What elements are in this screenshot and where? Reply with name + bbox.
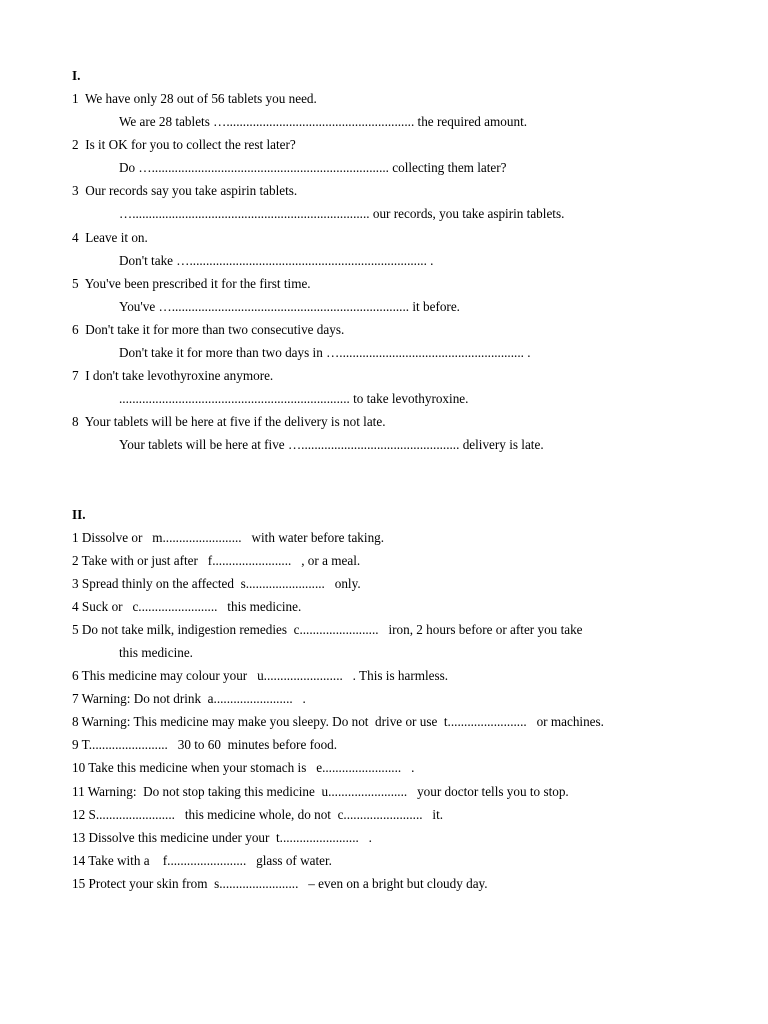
s1-item-3-answer: …........................................................................ our records, you take aspirin tablets.	[119, 206, 565, 221]
s1-item-4-prompt: 4 Leave it on.	[72, 230, 148, 245]
s1-item-1-prompt: 1 We have only 28 out of 56 tablets you need.	[72, 91, 317, 106]
s1-item-6-answer: Don't take it for more than two days in …........................................................ .	[119, 345, 531, 360]
s1-item-5-prompt: 5 You've been prescribed it for the first time.	[72, 276, 311, 291]
s1-item-5-answer: You've …........................................................................ it before.	[119, 299, 460, 314]
s2-item-11: 11 Warning: Do not stop taking this medicine u........................ your doctor tells you to stop.	[72, 784, 569, 799]
s1-item-3-prompt: 3 Our records say you take aspirin tablets.	[72, 183, 298, 198]
s2-item-3: 3 Spread thinly on the affected s........................ only.	[72, 576, 361, 591]
s2-item-12: 12 S........................ this medicine whole, do not c........................ it.	[72, 807, 444, 822]
s1-item-7-prompt: 7 I don't take levothyroxine anymore.	[72, 368, 274, 383]
s1-item-4-answer: Don't take …........................................................................ .	[119, 253, 434, 268]
s2-item-7: 7 Warning: Do not drink a........................ .	[72, 691, 306, 706]
s1-item-6-prompt: 6 Don't take it for more than two consecutive days.	[72, 322, 345, 337]
s2-item-1: 1 Dissolve or m........................ with water before taking.	[72, 530, 385, 545]
s1-item-2-answer: Do …........................................................................ collecting them later?	[119, 160, 507, 175]
s2-item-10: 10 Take this medicine when your stomach is e........................ .	[72, 760, 415, 775]
s1-item-2-prompt: 2 Is it OK for you to collect the rest later?	[72, 137, 296, 152]
s1-item-7-answer: ...................................................................... to take levothyroxine.	[119, 391, 469, 406]
s2-item-13: 13 Dissolve this medicine under your t........................ .	[72, 830, 372, 845]
s2-item-9: 9 T........................ 30 to 60 minutes before food.	[72, 737, 338, 752]
s1-item-8-answer: Your tablets will be here at five …................................................ delivery is late.	[119, 437, 544, 452]
s2-item-14: 14 Take with a f........................ glass of water.	[72, 853, 332, 868]
s1-item-1-answer: We are 28 tablets …......................................................... the required amount.	[119, 114, 528, 129]
s2-item-15: 15 Protect your skin from s........................ – even on a bright but cloudy day.	[72, 876, 488, 891]
section-1-heading: I.	[72, 68, 81, 83]
s2-item-5: 5 Do not take milk, indigestion remedies c........................ iron, 2 hours before or after you take	[72, 622, 583, 637]
section-2-heading: II.	[72, 507, 86, 522]
s2-item-8: 8 Warning: This medicine may make you sleepy. Do not drive or use t........................ or machines.	[72, 714, 604, 729]
s2-item-4: 4 Suck or c........................ this medicine.	[72, 599, 302, 614]
s2-item-2: 2 Take with or just after f........................ , or a meal.	[72, 553, 361, 568]
s1-item-8-prompt: 8 Your tablets will be here at five if the delivery is not late.	[72, 414, 386, 429]
s2-item-6: 6 This medicine may colour your u........................ . This is harmless.	[72, 668, 449, 683]
s2-item-5-continued: this medicine.	[119, 645, 193, 660]
